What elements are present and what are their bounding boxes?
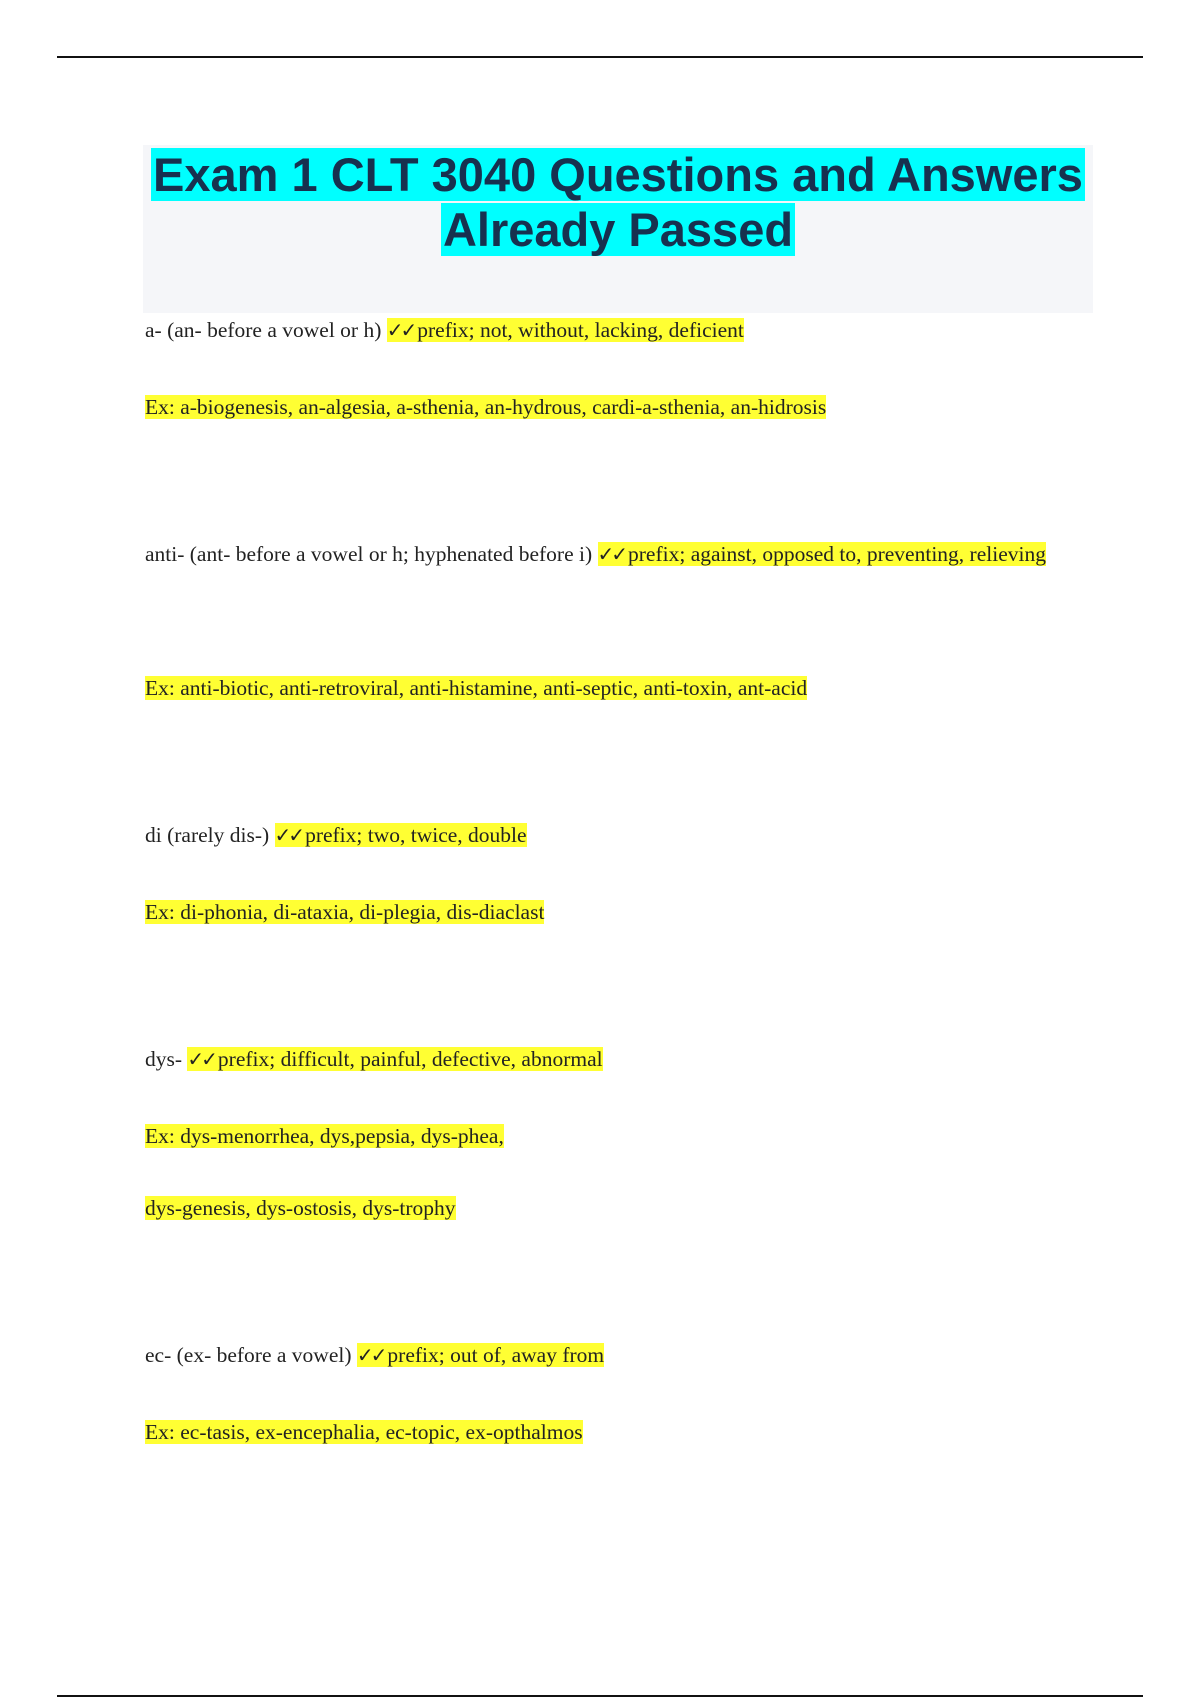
entry-term-line — [145, 1325, 1105, 1385]
entry-definition-text: prefix; against, opposed to, preventing, relieving — [628, 542, 1046, 566]
entry-example: Ex: dys-menorrhea, dys,pepsia, dys-phea, — [145, 1124, 504, 1148]
entry-definition-text: prefix; not, without, lacking, deficient — [417, 318, 744, 342]
entry-term: di (rarely dis-) — [145, 823, 270, 847]
entry-term-line — [145, 805, 1105, 865]
entry-example-line — [145, 1402, 1105, 1462]
entry-term: a- (an- before a vowel or h) — [145, 318, 382, 342]
entry-term-line — [145, 524, 1105, 584]
entry-example: Ex: a-biogenesis, an-algesia, a-sthenia, an-hydrous, cardi-a-sthenia, an-hidrosis — [145, 395, 827, 419]
entry-definition-text: prefix; two, twice, double — [305, 823, 527, 847]
entry-term-line — [145, 300, 1105, 360]
entry-example: Ex: anti-biotic, anti-retroviral, anti-histamine, anti-septic, anti-toxin, ant-acid — [145, 676, 808, 700]
entry-definition-text: prefix; out of, away from — [387, 1343, 605, 1367]
entry-definition — [387, 318, 744, 342]
entry-example: Ex: di-phonia, di-ataxia, di-plegia, dis-diaclast — [145, 900, 545, 924]
entry-term-line — [145, 1029, 1105, 1089]
entry-definition — [187, 1047, 602, 1071]
entry-definition — [275, 823, 527, 847]
check-icon: ✓✓ — [597, 542, 626, 566]
entry-definition — [357, 1343, 604, 1367]
check-icon: ✓✓ — [356, 1343, 385, 1367]
entry-example-line — [145, 882, 1105, 942]
entry-definition-text: prefix; difficult, painful, defective, abnormal — [217, 1047, 603, 1071]
title-block — [143, 145, 1093, 313]
document-title — [143, 145, 1093, 257]
entry-example-line — [145, 1106, 1105, 1166]
entry-example: dys-genesis, dys-ostosis, dys-trophy — [145, 1196, 456, 1220]
check-icon: ✓✓ — [274, 823, 303, 847]
header-rule — [57, 56, 1143, 58]
entry-example-line — [145, 1178, 1105, 1238]
entry-term: ec- (ex- before a vowel) — [145, 1343, 352, 1367]
entry-definition — [598, 542, 1046, 566]
entry-term: dys- — [145, 1047, 183, 1071]
entry-example: Ex: ec-tasis, ex-encephalia, ec-topic, ex-opthalmos — [145, 1420, 583, 1444]
footer-rule — [57, 1695, 1143, 1697]
check-icon: ✓✓ — [386, 318, 415, 342]
document-title-text: Exam 1 CLT 3040 Questions and Answers Already Passed — [153, 148, 1083, 256]
entry-example-line — [145, 377, 1105, 437]
entry-example-line — [145, 658, 1105, 718]
check-icon: ✓✓ — [187, 1047, 215, 1071]
entry-term: anti- (ant- before a vowel or h; hyphenated before i) — [145, 542, 593, 566]
